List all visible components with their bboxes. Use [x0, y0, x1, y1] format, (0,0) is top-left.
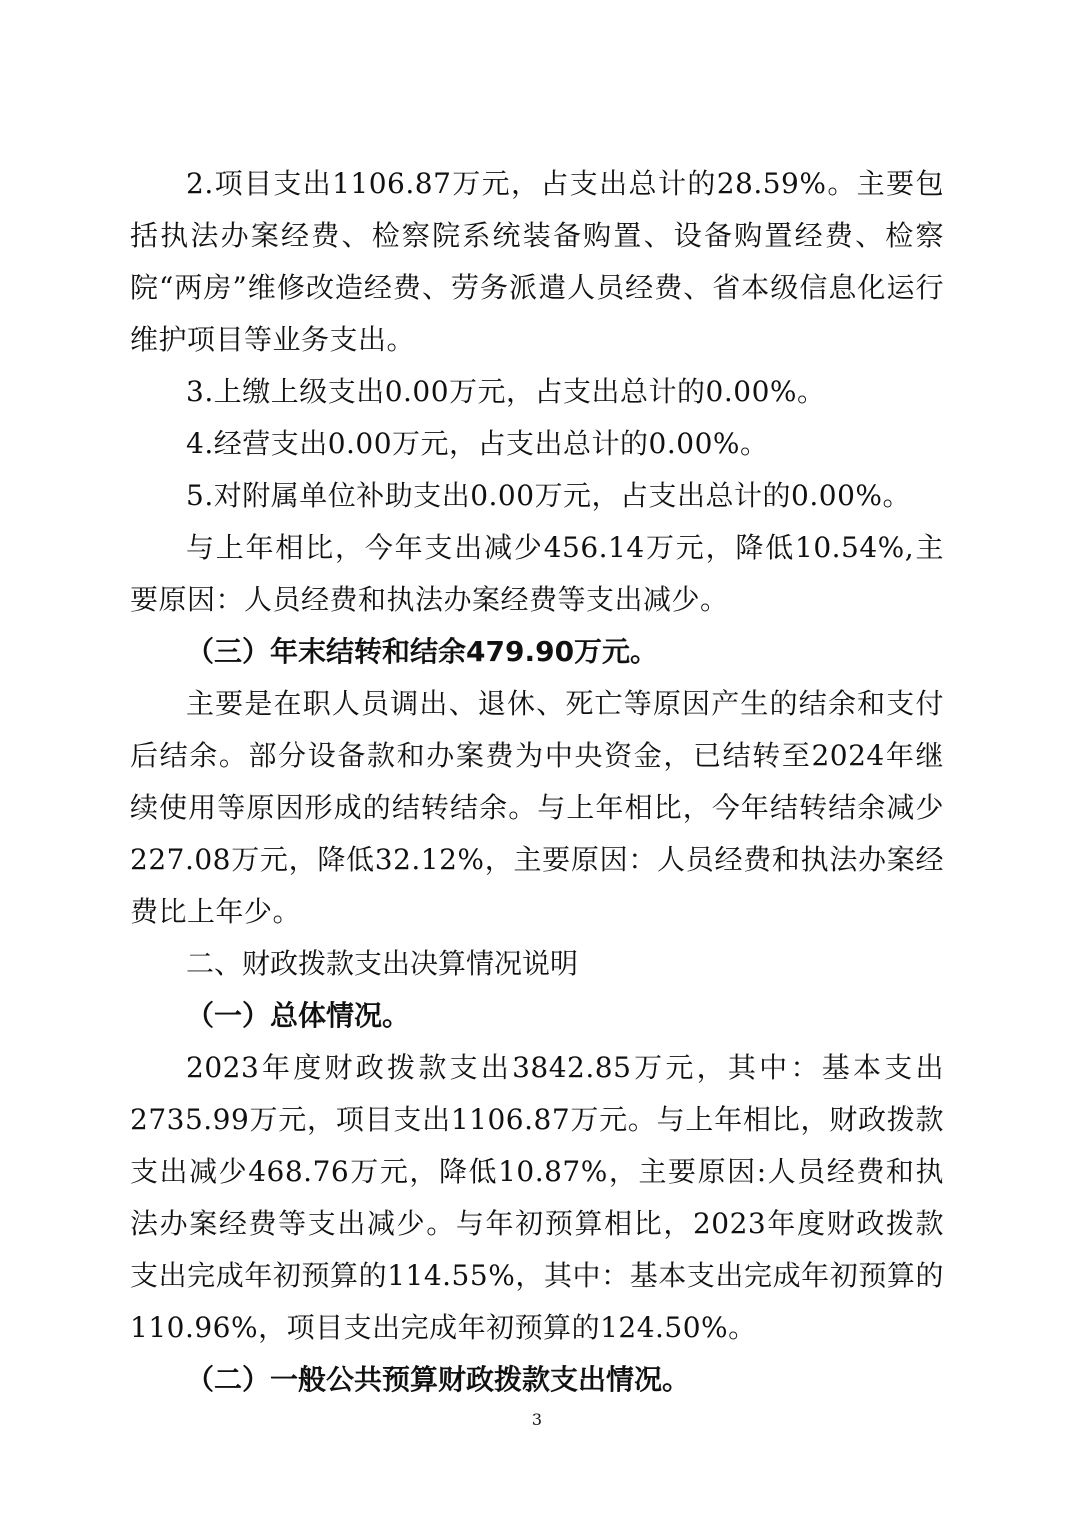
paragraph-balance-reasons: 主要是在职人员调出、退休、死亡等原因产生的结余和支付后结余。部分设备款和办案费为中央资金，已结转至2024年继续使用等原因形成的结转结余。与上年相比，今年结转结余减少227.08万元，降低32.12%，主要原因：人员经费和执法办案经费比上年少。: [130, 687, 944, 928]
paragraph-operating-expenditure: 4.经营支出0.00万元，占支出总计的0.00%。: [186, 427, 769, 460]
paragraph-year-comparison: 与上年相比，今年支出减少456.14万元，降低10.54%,主要原因：人员经费和执法办案经费等支出减少。: [130, 531, 944, 616]
heading-fiscal-appropriation: 二、财政拨款支出决算情况说明: [186, 947, 579, 980]
page-number: 3: [531, 1410, 543, 1429]
heading-year-end-balance: （三）年末结转和结余479.90万元。: [186, 635, 659, 668]
paragraph-subsidiary-subsidy: 5.对附属单位补助支出0.00万元，占支出总计的0.00%。: [186, 479, 912, 512]
document-body: [130, 158, 944, 1406]
paragraph-remit-superior: 3.上缴上级支出0.00万元，占支出总计的0.00%。: [186, 375, 826, 408]
heading-overall-situation: （一）总体情况。: [186, 999, 411, 1032]
paragraph-project-expenditure: 2.项目支出1106.87万元，占支出总计的28.59%。主要包括执法办案经费、检察院系统装备购置、设备购置经费、检察院“两房”维修改造经费、劳务派遣人员经费、省本级信息化运行维护项目等业务支出。: [130, 167, 944, 356]
heading-general-public-budget: （二）一般公共预算财政拨款支出情况。: [186, 1363, 691, 1396]
paragraph-overall-figures: 2023年度财政拨款支出3842.85万元，其中：基本支出2735.99万元，项目支出1106.87万元。与上年相比，财政拨款支出减少468.76万元，降低10.87%，主要原因:人员经费和执法办案经费等支出减少。与年初预算相比，2023年度财政拨款支出完成年初预算的114.55%，其中：基本支出完成年初预算的110.96%，项目支出完成年初预算的124.50%。: [130, 1051, 944, 1344]
